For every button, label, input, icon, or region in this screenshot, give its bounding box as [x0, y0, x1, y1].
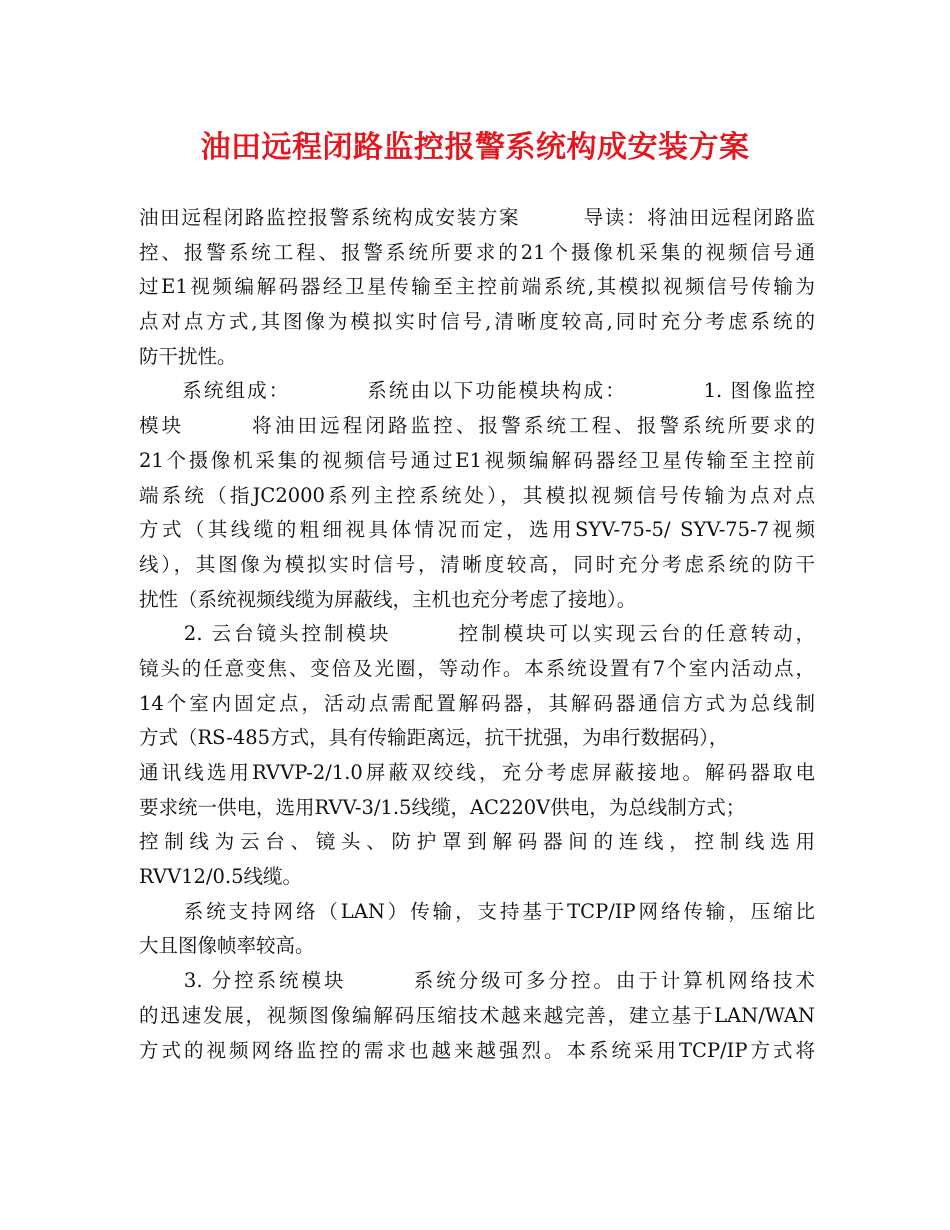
text-line: 系统组成： 系统由以下功能模块构成： 1. 图像监控: [139, 379, 815, 403]
text-line: 方式的视频网络监控的需求也越来越强烈。本系统采用TCP/IP方式将: [139, 1038, 815, 1062]
text-line: 要求统一供电，选用RVV-3/1.5线缆，AC220V供电，为总线制方式；: [139, 795, 746, 819]
text-line: 2. 云台镜头控制模块 控制模块可以实现云台的任意转动，: [139, 622, 815, 646]
text-line: 模块 将油田远程闭路监控、报警系统工程、报警系统所要求的: [139, 414, 815, 438]
text-line: 过E1视频编解码器经卫星传输至主控前端系统,其模拟视频信号传输为: [139, 275, 815, 299]
document-title: 油田远程闭路监控报警系统构成安装方案: [200, 130, 750, 165]
text-line: 防干扰性。: [139, 344, 237, 368]
document-body: [139, 201, 815, 1068]
text-line: 方式（其线缆的粗细视具体情况而定，选用SYV-75-5/ SYV-75-7视频: [139, 518, 815, 542]
text-line: 油田远程闭路监控报警系统构成安装方案 导读：将油田远程闭路监: [139, 206, 815, 229]
text-line: 21个摄像机采集的视频信号通过E1视频编解码器经卫星传输至主控前: [139, 448, 815, 472]
text-line: 控、报警系统工程、报警系统所要求的21个摄像机采集的视频信号通: [139, 240, 815, 264]
text-line: 线），其图像为模拟实时信号，清晰度较高，同时充分考虑系统的防干: [139, 552, 815, 576]
text-line: 方式（RS-485方式，具有传输距离远，抗干扰强，为串行数据码），: [139, 726, 729, 750]
text-line: RVV12/0.5线缆。: [139, 865, 303, 889]
text-line: 大且图像帧率较高。: [139, 934, 315, 958]
text-line: 3. 分控系统模块 系统分级可多分控。由于计算机网络技术: [139, 969, 815, 993]
text-line: 端系统（指JC2000系列主控系统处），其模拟视频信号传输为点对点: [139, 483, 815, 507]
text-line: 扰性（系统视频线缆为屏蔽线，主机也充分考虑了接地）。: [139, 587, 637, 611]
text-line: 系统支持网络（LAN）传输，支持基于TCP/IP网络传输，压缩比: [139, 899, 815, 923]
text-line: 的迅速发展，视频图像编解码压缩技术越来越完善，建立基于LAN/WAN: [139, 1003, 815, 1027]
text-line: 控制线为云台、镜头、防护罩到解码器间的连线，控制线选用: [139, 830, 815, 854]
text-line: 点对点方式,其图像为模拟实时信号,清晰度较高,同时充分考虑系统的: [139, 310, 815, 334]
text-line: 通讯线选用RVVP-2/1.0屏蔽双绞线，充分考虑屏蔽接地。解码器取电: [139, 761, 815, 784]
text-line: 镜头的任意变焦、变倍及光圈，等动作。本系统设置有7个室内活动点，: [139, 656, 815, 680]
text-line: 14个室内固定点，活动点需配置解码器，其解码器通信方式为总线制: [139, 691, 815, 715]
